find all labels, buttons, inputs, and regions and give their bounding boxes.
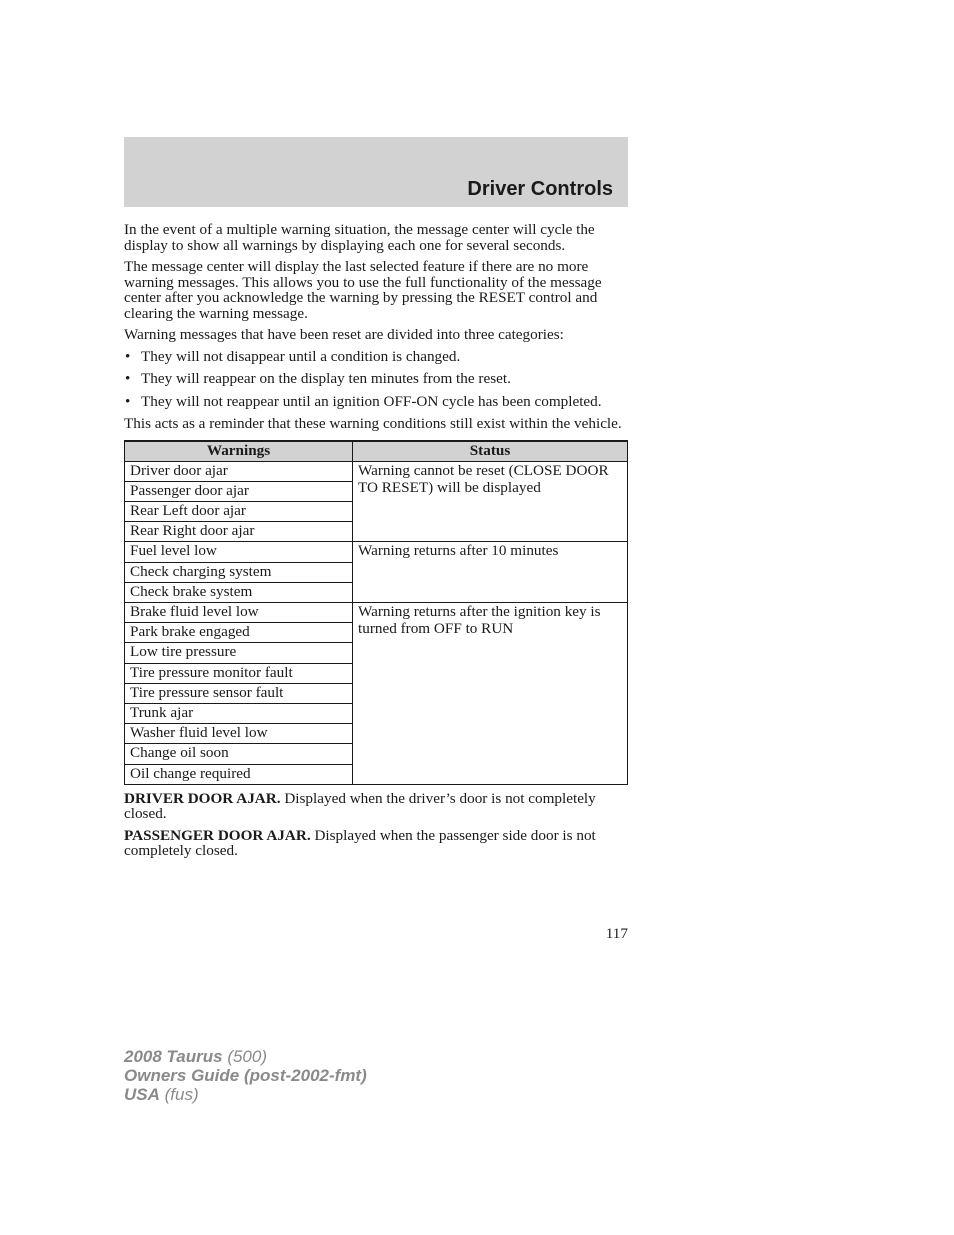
warning-cell: Change oil soon (125, 744, 353, 764)
paragraph-categories-intro: Warning messages that have been reset are divided into three categories: (124, 326, 564, 343)
page-number: 117 (605, 925, 628, 942)
warning-cell: Tire pressure sensor fault (125, 683, 353, 703)
footer-line-guide: Owners Guide (post-2002-fmt) (124, 1066, 367, 1085)
list-item-text: They will not disappear until a condition is changed. (141, 347, 461, 365)
table-row (125, 542, 628, 562)
paragraph-last-selected-feature: The message center will display the last selected feature if there are no more warning messages. This allows you to use the full functionality of the message center after you acknowledge the warning by pressing the RESET control and clearing the warning message. (124, 258, 602, 322)
warning-cell: Tire pressure monitor fault (125, 663, 353, 683)
warning-cell: Driver door ajar (125, 461, 353, 481)
column-header-status: Status (353, 441, 628, 462)
section-title: Driver Controls (467, 178, 613, 200)
footer-line-market: USA (fus) (124, 1085, 199, 1104)
table-header-row (125, 441, 628, 462)
section-header-band (124, 137, 628, 207)
warning-cell: Park brake engaged (125, 623, 353, 643)
warning-cell: Check charging system (125, 562, 353, 582)
warning-cell: Brake fluid level low (125, 603, 353, 623)
page-content (124, 222, 628, 865)
paragraph-reminder: This acts as a reminder that these warning conditions still exist within the vehicle. (124, 415, 622, 432)
definition-text: Displayed when the driver’s door is not completely closed. (124, 789, 596, 823)
definition-text: Displayed when the passenger side door is not completely closed. (124, 826, 596, 860)
warning-cell: Low tire pressure (125, 643, 353, 663)
table-row (125, 461, 628, 481)
status-cell: Warning returns after the ignition key is turned from OFF to RUN (353, 603, 628, 785)
column-header-warnings: Warnings (125, 441, 353, 462)
warning-cell: Rear Right door ajar (125, 522, 353, 542)
status-cell: Warning cannot be reset (CLOSE DOOR TO RESET) will be displayed (353, 461, 628, 542)
warning-cell: Trunk ajar (125, 703, 353, 723)
definition-driver-door-ajar (124, 791, 628, 822)
paragraph-multiple-warnings: In the event of a multiple warning situation, the message center will cycle the display to show all warnings by displaying each one for several seconds. (124, 221, 595, 254)
list-item-text: They will reappear on the display ten minutes from the reset. (141, 370, 511, 387)
definition-term: DRIVER DOOR AJAR. (124, 789, 281, 807)
bullet-icon: • (125, 392, 131, 410)
table-row (125, 603, 628, 623)
definition-passenger-door-ajar (124, 828, 628, 859)
warning-cell: Check brake system (125, 582, 353, 602)
warning-cell: Washer fluid level low (125, 724, 353, 744)
categories-list (124, 349, 628, 410)
list-item-text: They will not reappear until an ignition OFF-ON cycle has been completed. (141, 392, 602, 410)
list-item (124, 394, 628, 410)
bullet-icon: • (125, 347, 131, 365)
warning-cell: Fuel level low (125, 542, 353, 562)
warning-cell: Oil change required (125, 764, 353, 784)
document-footer (124, 1047, 367, 1104)
list-item (124, 349, 628, 365)
warnings-table (124, 440, 628, 785)
status-cell: Warning returns after 10 minutes (353, 542, 628, 603)
bullet-icon: • (125, 370, 131, 387)
definition-term: PASSENGER DOOR AJAR. (124, 826, 311, 844)
warning-cell: Passenger door ajar (125, 481, 353, 501)
list-item (124, 371, 628, 387)
warning-cell: Rear Left door ajar (125, 502, 353, 522)
footer-line-model: 2008 Taurus (500) (124, 1047, 268, 1066)
